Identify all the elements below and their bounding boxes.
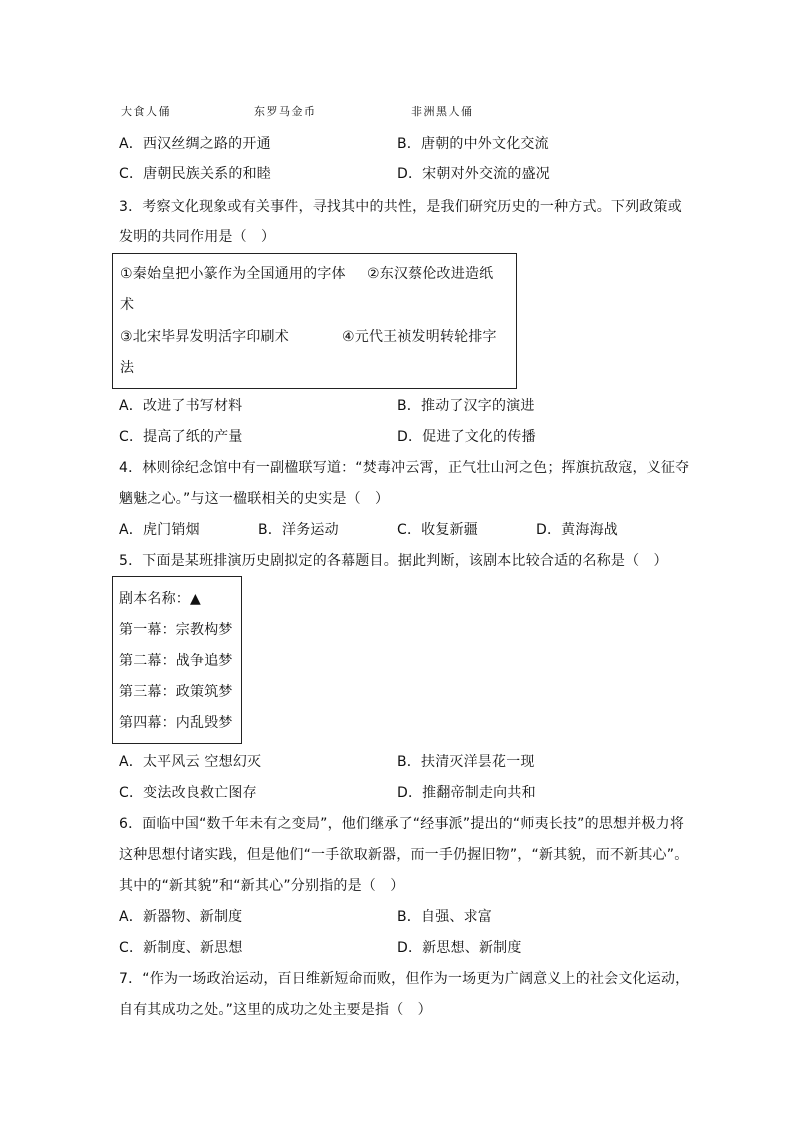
q6-option-b[interactable]: B．自强、求富 <box>397 909 493 925</box>
q5-act-2: 第二幕：战争追梦 <box>119 653 233 669</box>
q2-option-c[interactable]: C．唐朝民族关系的和睦 <box>119 166 271 182</box>
caption-african-figurine: 非洲黑人俑 <box>411 105 474 118</box>
q3-option-a[interactable]: A．改进了书写材料 <box>119 398 243 414</box>
q5-act-1: 第一幕：宗教构梦 <box>119 622 233 638</box>
q2-option-a[interactable]: A．西汉丝绸之路的开通 <box>119 136 271 152</box>
q3-stem-line2: 发明的共同作用是（ ） <box>119 229 276 245</box>
q6-option-a[interactable]: A．新器物、新制度 <box>119 909 243 925</box>
q5-script-title: 剧本名称：▲ <box>119 591 201 607</box>
q4-stem-line1: 4．林则徐纪念馆中有一副楹联写道：“焚毒冲云霄，正气壮山河之色；挥旗抗敌寇，义征夺 <box>119 460 690 476</box>
q5-act-3: 第三幕：政策筑梦 <box>119 684 233 700</box>
q6-stem-line3: 其中的“新其貌”和“新其心”分别指的是（ ） <box>119 878 405 894</box>
caption-byzantine-coin: 东罗马金币 <box>254 105 317 118</box>
q3-option-d[interactable]: D．促进了文化的传播 <box>397 429 536 445</box>
q3-box-item-4-cont: 法 <box>120 360 135 376</box>
q2-option-b[interactable]: B．唐朝的中外文化交流 <box>397 136 549 152</box>
q5-option-c[interactable]: C．变法改良救亡图存 <box>119 785 257 801</box>
q3-option-c[interactable]: C．提高了纸的产量 <box>119 429 243 445</box>
q5-option-a[interactable]: A．太平风云 空想幻灭 <box>119 754 262 770</box>
q2-option-d[interactable]: D．宋朝对外交流的盛况 <box>397 166 550 182</box>
q6-option-c[interactable]: C．新制度、新思想 <box>119 940 243 956</box>
q5-option-b[interactable]: B．扶清灭洋昙花一现 <box>397 754 535 770</box>
q7-stem-line2: 自有其成功之处。”这里的成功之处主要是指（ ） <box>119 1002 432 1018</box>
q5-act-4: 第四幕：内乱毁梦 <box>119 715 233 731</box>
q4-option-c[interactable]: C．收复新疆 <box>397 522 478 538</box>
q6-stem-line1: 6．面临中国“数千年未有之变局”，他们继承了“经事派”提出的“师夷长技”的思想并极力将 <box>119 816 685 832</box>
q5-option-d[interactable]: D．推翻帝制走向共和 <box>397 785 536 801</box>
q5-stem: 5．下面是某班排演历史剧拟定的各幕题目。据此判断，该剧本比较合适的名称是（ ） <box>119 553 668 569</box>
q4-option-d[interactable]: D．黄海海战 <box>536 522 618 538</box>
q4-option-b[interactable]: B．洋务运动 <box>258 522 339 538</box>
q3-box-item-4: ④元代王祯发明转轮排字 <box>342 329 497 345</box>
q3-stem-line1: 3．考察文化现象或有关事件，寻找其中的共性，是我们研究历史的一种方式。下列政策或 <box>119 199 682 215</box>
q6-stem-line2: 这种思想付诸实践，但是他们“一手欲取新器，而一手仍握旧物”，“新其貌，而不新其心”。 <box>119 847 689 863</box>
q4-stem-line2: 魑魅之心。”与这一楹联相关的史实是（ ） <box>119 491 390 507</box>
q3-box-item-2: ②东汉蔡伦改进造纸 <box>367 266 494 282</box>
q3-box-item-3: ③北宋毕昇发明活字印刷术 <box>120 329 289 345</box>
q3-option-b[interactable]: B．推动了汉字的演进 <box>397 398 535 414</box>
q3-box-item-1: ①秦始皇把小篆作为全国通用的字体 <box>120 266 346 282</box>
q7-stem-line1: 7．“作为一场政治运动，百日维新短命而败，但作为一场更为广阔意义上的社会文化运动， <box>119 971 690 987</box>
caption-dashi-figurine: 大食人俑 <box>121 105 171 118</box>
q4-option-a[interactable]: A．虎门销烟 <box>119 522 200 538</box>
q6-option-d[interactable]: D．新思想、新制度 <box>397 940 522 956</box>
q3-box-item-2-cont: 术 <box>120 297 135 313</box>
